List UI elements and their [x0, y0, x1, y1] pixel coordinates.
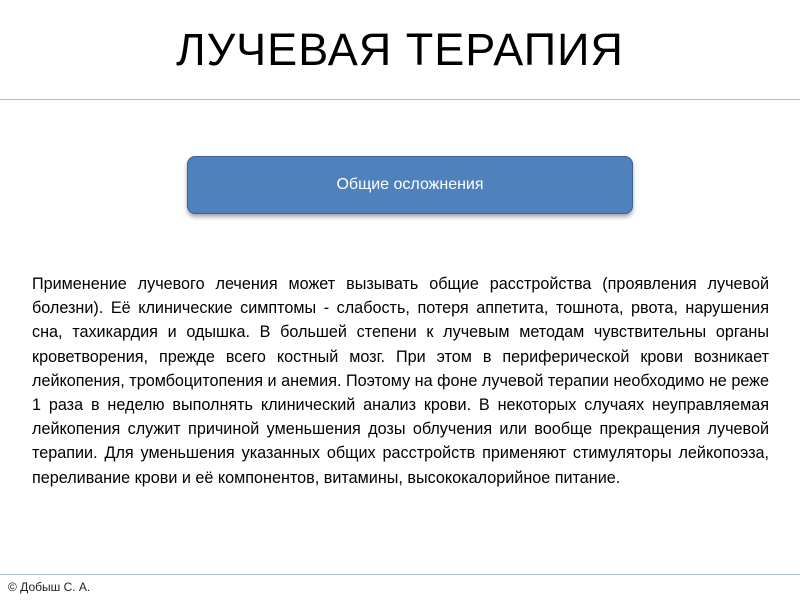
footer-copyright: © Добыш С. А. — [8, 580, 91, 594]
slide-title: ЛУЧЕВАЯ ТЕРАПИЯ — [176, 24, 624, 75]
bottom-divider — [0, 574, 800, 575]
body-paragraph: Применение лучевого лечения может вызывать общие расстройства (проявления лучевой болезни). Её клинические симптомы - слабость, потеря аппетита, тошнота, рвота, нарушения сна, тахикардия и одышка. В большей степени к лучевым методам чувствительны органы кроветворения, прежде всего костный мозг. При этом в периферической крови возникает лейкопения, тромбоцитопения и анемия. Поэтому на фоне лучевой терапии необходимо не реже 1 раза в неделю выполнять клинический анализ крови. В некоторых случаях неуправляемая лейкопения служит причиной уменьшения дозы облучения или вообще прекращения лучевой терапии. Для уменьшения указанных общих расстройств применяют стимуляторы лейкопоэза, переливание крови и её компонентов, витамины, высококалорийное питание. — [32, 275, 769, 487]
section-box — [187, 156, 633, 214]
top-divider — [0, 99, 800, 100]
section-box-label: Общие осложнения — [336, 176, 484, 193]
